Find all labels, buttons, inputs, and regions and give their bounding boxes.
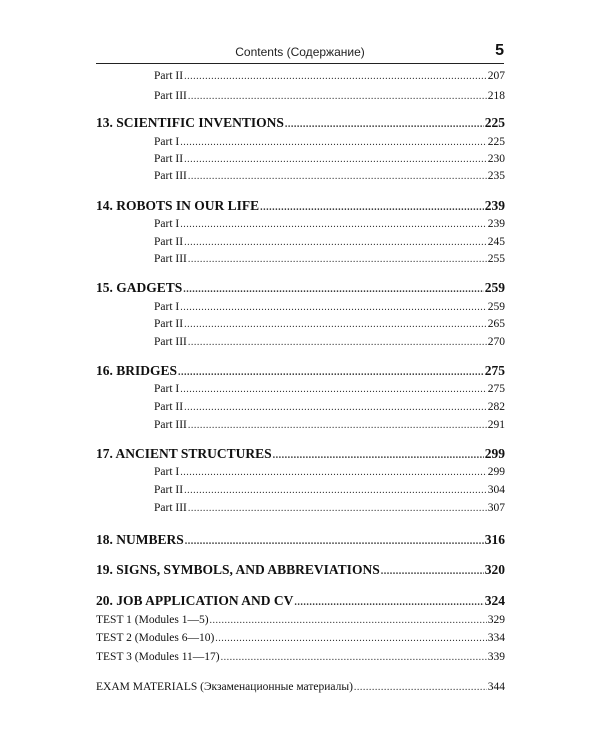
toc-part-entry[interactable] [154,253,505,265]
toc-entry-label: Part II [154,70,184,82]
toc-entry-label: Part II [154,401,184,413]
toc-entry-page: 275 [484,363,505,378]
dot-leader [188,91,487,102]
toc-entry-label: Part I [154,136,180,148]
dot-leader [184,154,487,165]
toc-entry-label: Part III [154,170,187,182]
toc-chapter-entry[interactable] [96,280,505,296]
toc-entry-label: Part III [154,419,187,431]
dot-leader [210,615,487,626]
toc-entry-page: 239 [487,218,505,230]
toc-entry-label: Part II [154,153,184,165]
toc-part-entry[interactable] [154,70,505,82]
toc-entry-label: 18. NUMBERS [96,532,184,547]
dot-leader [354,682,487,693]
dot-leader [294,597,483,608]
toc-entry-page: 207 [487,70,505,82]
toc-entry-label: 17. ANCIENT STRUCTURES [96,446,272,461]
dot-leader [221,652,487,663]
toc-part-entry[interactable] [154,153,505,165]
toc-part-entry[interactable] [154,484,505,496]
dot-leader [285,119,484,130]
toc-entry-page: 304 [487,484,505,496]
toc-entry-label: 19. SIGNS, SYMBOLS, AND ABBREVIATIONS [96,562,380,577]
dot-leader [178,367,484,378]
toc-part-entry[interactable] [154,401,505,413]
toc-entry-label: 20. JOB APPLICATION AND CV [96,593,294,608]
page-number: 5 [495,42,504,59]
toc-entry-page: 218 [487,90,505,102]
toc-chapter-entry[interactable] [96,115,505,131]
dot-leader [188,420,487,431]
toc-entry-page: 265 [487,318,505,330]
toc-part-entry[interactable] [154,218,505,230]
toc-entry-label: Part I [154,383,180,395]
toc-entry-label: TEST 3 (Modules 11—17) [96,651,220,663]
toc-test-entry[interactable] [96,614,505,626]
toc-entry-label: Part II [154,484,184,496]
toc-entry-page: 344 [487,681,505,693]
toc-entry-label: Part I [154,218,180,230]
toc-part-entry[interactable] [154,419,505,431]
toc-entry-label: Part I [154,301,180,313]
toc-entry-page: 282 [487,401,505,413]
header-title: Contents (Содержание) [235,45,365,59]
toc-chapter-entry[interactable] [96,446,505,462]
toc-entry-label: EXAM MATERIALS (Экзаменационные материалы) [96,681,353,693]
toc-entry-page: 329 [487,614,505,626]
toc-chapter-entry[interactable] [96,532,505,548]
toc-entry-page: 275 [487,383,505,395]
dot-leader [180,384,487,395]
running-header [96,43,504,64]
toc-part-entry[interactable] [154,301,505,313]
toc-part-entry[interactable] [154,383,505,395]
toc-entry-label: Part I [154,466,180,478]
toc-entry-page: 245 [487,236,505,248]
dot-leader [273,450,484,461]
toc-part-entry[interactable] [154,136,505,148]
dot-leader [215,633,486,644]
toc-test-entry[interactable] [96,632,505,644]
toc-part-entry[interactable] [154,170,505,182]
toc-entry-page: 291 [487,419,505,431]
dot-leader [184,319,487,330]
dot-leader [180,302,487,313]
dot-leader [184,71,487,82]
toc-entry-page: 225 [484,115,505,130]
toc-entry-page: 320 [484,562,505,577]
dot-leader [180,137,487,148]
toc-entry-label: Part III [154,253,187,265]
toc-entry-page: 239 [484,198,505,213]
dot-leader [184,237,487,248]
toc-entry-label: Part III [154,502,187,514]
toc-entry-page: 299 [484,446,505,461]
dot-leader [188,337,487,348]
toc-entry-label: Part II [154,318,184,330]
toc-entry-page: 259 [487,301,505,313]
toc-test-entry[interactable] [96,651,505,663]
toc-entry-page: 316 [484,532,505,547]
toc-entry-page: 225 [487,136,505,148]
toc-part-entry[interactable] [154,502,505,514]
toc-part-entry[interactable] [154,336,505,348]
toc-entry-label: Part III [154,90,187,102]
toc-entry-page: 339 [487,651,505,663]
dot-leader [260,202,484,213]
toc-entry-page: 235 [487,170,505,182]
toc-entry-page: 307 [487,502,505,514]
dot-leader [184,485,487,496]
toc-entry-label: 13. SCIENTIFIC INVENTIONS [96,115,284,130]
toc-entry-page: 230 [487,153,505,165]
toc-entry-label: Part III [154,336,187,348]
toc-part-entry[interactable] [154,90,505,102]
dot-leader [180,219,487,230]
toc-entry-page: 324 [484,593,505,608]
dot-leader [184,402,487,413]
dot-leader [188,254,487,265]
toc-entry-page: 259 [484,280,505,295]
toc-entry-label: Part II [154,236,184,248]
toc-entry-page: 299 [487,466,505,478]
toc-chapter-entry[interactable] [96,593,505,609]
toc-part-entry[interactable] [154,236,505,248]
toc-part-entry[interactable] [154,318,505,330]
toc-entry-page: 270 [487,336,505,348]
dot-leader [188,503,487,514]
toc-chapter-entry[interactable] [96,198,505,214]
toc-entry-label: 15. GADGETS [96,280,183,295]
toc-exam-entry[interactable] [96,681,505,693]
toc-chapter-entry[interactable] [96,363,505,379]
toc-entry-label: TEST 2 (Modules 6—10) [96,632,215,644]
toc-entry-page: 255 [487,253,505,265]
dot-leader [188,171,487,182]
dot-leader [381,566,484,577]
toc-chapter-entry[interactable] [96,562,505,578]
toc-entry-page: 334 [487,632,505,644]
toc-part-entry[interactable] [154,466,505,478]
dot-leader [183,284,483,295]
toc-entry-label: 14. ROBOTS IN OUR LIFE [96,198,260,213]
toc-entry-label: 16. BRIDGES [96,363,178,378]
toc-entry-label: TEST 1 (Modules 1—5) [96,614,209,626]
dot-leader [185,536,484,547]
dot-leader [180,467,487,478]
